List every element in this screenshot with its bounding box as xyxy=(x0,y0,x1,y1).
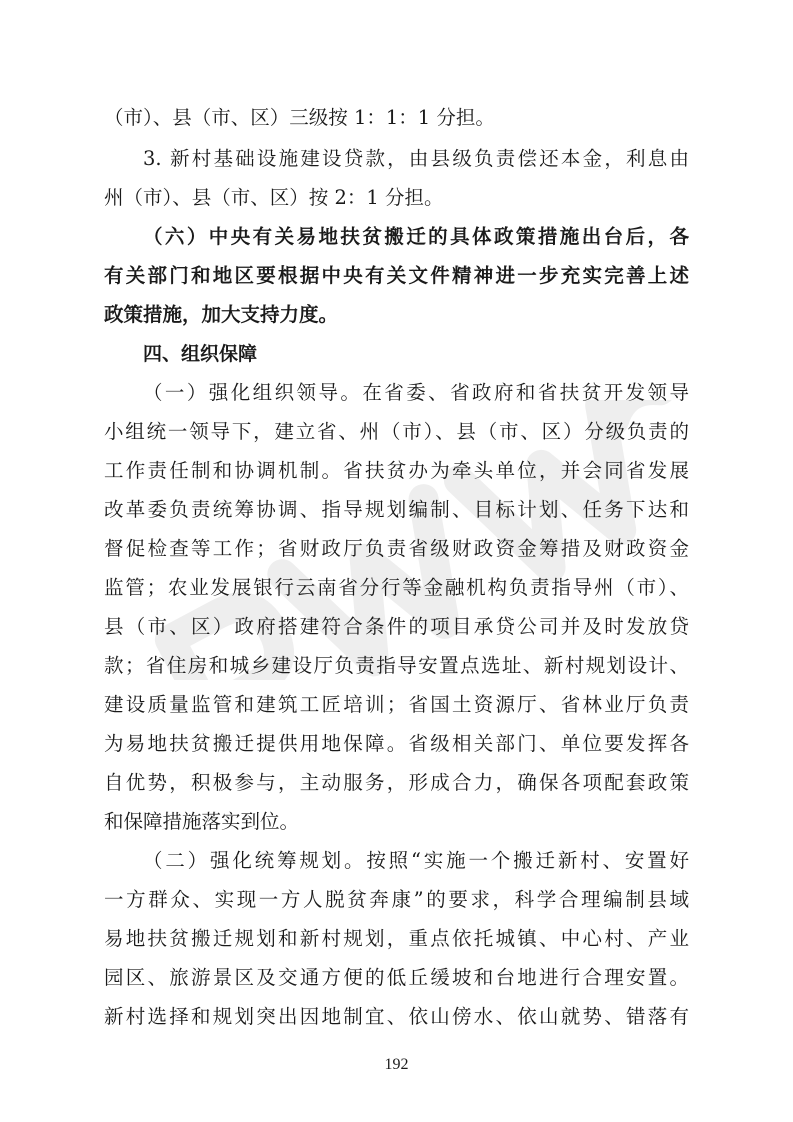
text-line-11: 改革委负责统筹协调、指导规划编制、目标计划、任务下达和 xyxy=(104,498,689,521)
text-line-15: 款；省住房和城乡建设厅负责指导安置点选址、新村规划设计、 xyxy=(104,654,689,677)
text-line-17: 为易地扶贫搬迁提供用地保障。省级相关部门、单位要发挥各 xyxy=(104,732,689,755)
text-line-10: 工作责任制和协调机制。省扶贫办为牵头单位，并会同省发展 xyxy=(104,459,689,482)
text-line-2: 3. 新村基础设施建设贷款，由县级负责偿还本金，利息由 xyxy=(143,147,689,170)
text-line-21: 一方群众、实现一方人脱贫奔康”的要求，科学合理编制县域 xyxy=(104,888,689,911)
text-line-9: 小组统一领导下，建立省、州（市）、县（市、区）分级负责的 xyxy=(104,420,689,443)
section-heading: 四、组织保障 xyxy=(143,343,258,365)
text-line-22: 易地扶贫搬迁规划和新村规划，重点依托城镇、中心村、产业 xyxy=(104,927,689,950)
text-line-4: （六）中央有关易地扶贫搬迁的具体政策措施出台后，各 xyxy=(143,225,689,248)
text-line-23: 园区、旅游景区及交通方便的低丘缓坡和台地进行合理安置。 xyxy=(104,966,689,989)
text-line-6: 政策措施，加大支持力度。 xyxy=(104,303,339,326)
text-line-13: 监管；农业发展银行云南省分行等金融机构负责指导州（市）、 xyxy=(104,576,689,599)
text-line-20: （二）强化统筹规划。按照“实施一个搬迁新村、安置好 xyxy=(143,849,689,872)
text-line-1: （市）、县（市、区）三级按 1：1：1 分担。 xyxy=(104,106,495,129)
text-line-3: 州（市）、县（市、区）按 2：1 分担。 xyxy=(104,186,444,209)
page-number: 192 xyxy=(384,1056,409,1073)
text-line-12: 督促检查等工作；省财政厅负责省级财政资金筹措及财政资金 xyxy=(104,537,689,560)
text-line-19: 和保障措施落实到位。 xyxy=(104,810,300,833)
text-line-5: 有关部门和地区要根据中央有关文件精神进一步充实完善上述 xyxy=(104,264,689,287)
text-line-16: 建设质量监管和建筑工匠培训；省国土资源厅、省林业厅负责 xyxy=(104,693,689,716)
text-line-14: 县（市、区）政府搭建符合条件的项目承贷公司并及时发放贷 xyxy=(104,615,689,638)
text-line-24: 新村选择和规划突出因地制宜、依山傍水、依山就势、错落有 xyxy=(104,1005,689,1028)
text-line-8: （一）强化组织领导。在省委、省政府和省扶贫开发领导 xyxy=(143,381,689,404)
text-line-18: 自优势，积极参与，主动服务，形成合力，确保各项配套政策 xyxy=(104,771,689,794)
